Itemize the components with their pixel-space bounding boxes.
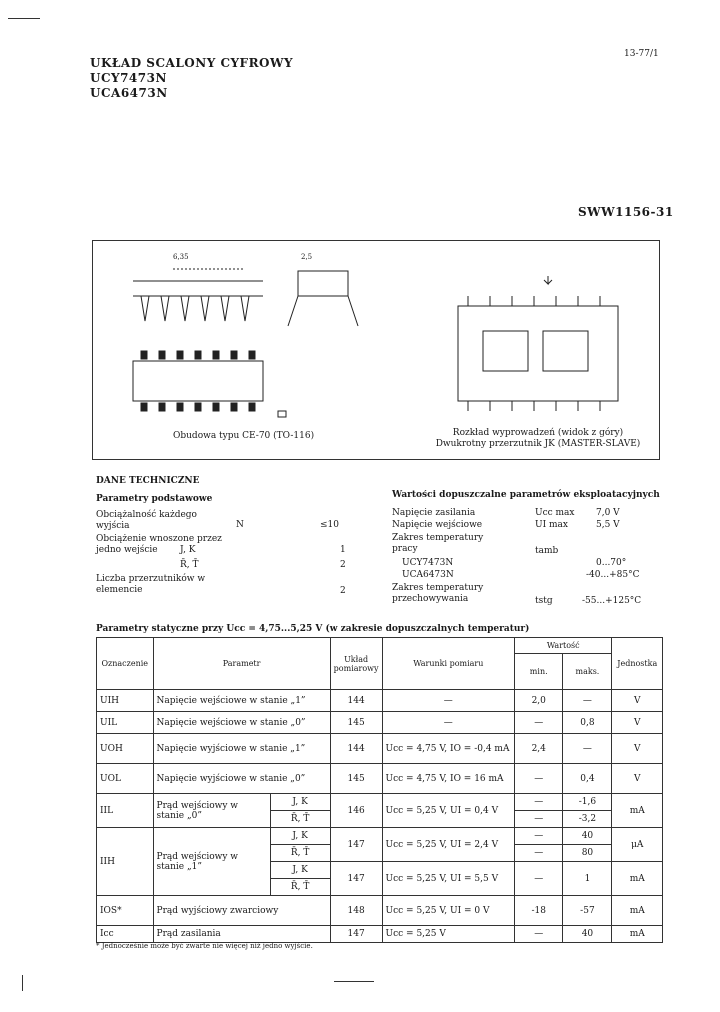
row-min: — (515, 862, 563, 896)
row-min: 2,0 (515, 690, 563, 712)
pinout-caption-1: Rozkład wyprowadzeń (widok z góry) (452, 428, 624, 438)
title-line2: UCY7473N (90, 71, 167, 85)
row-min: — (515, 794, 563, 811)
row-clause: 148 (330, 896, 382, 926)
row-cond: Ucc = 5,25 V, UI = 5,5 V (382, 862, 515, 896)
limit-symbol-1: UI max (535, 520, 568, 530)
th-param: Parametr (153, 638, 330, 690)
row-param: Napięcie wejściowe w stanie „0” (153, 712, 330, 734)
row-min: — (515, 845, 563, 862)
th-unit: Jednostka (612, 638, 663, 690)
limit-label-5: Zakres temperatury przechowywania (392, 583, 484, 604)
row-max: -57 (563, 896, 612, 926)
row-clause: 144 (330, 690, 382, 712)
row-cond: — (382, 690, 515, 712)
row-clause: 144 (330, 734, 382, 764)
th-cond: Warunki pomiaru (382, 638, 515, 690)
row-min: — (515, 926, 563, 943)
row-max: — (563, 734, 612, 764)
basic-label-0: Obciążalność każdego wyjścia (96, 510, 197, 531)
row-min: — (515, 811, 563, 828)
basic-label-3: Liczba przerzutników w elemencie (96, 574, 206, 595)
row-max: 80 (563, 845, 612, 862)
row-max: — (563, 690, 612, 712)
section-title: DANE TECHNICZNE (96, 476, 200, 486)
limit-value-5: -55...+125°C (582, 596, 642, 606)
top-mark (8, 18, 40, 19)
limit-symbol-0: Ucc max (535, 508, 575, 518)
row-unit: mA (612, 896, 663, 926)
th-symbol: Oznaczenie (97, 638, 154, 690)
th-value: Wartość (515, 638, 612, 654)
row-clause: 147 (330, 926, 382, 943)
table-row (97, 896, 663, 926)
basic-symbol-2: R̄, T̄ (180, 560, 199, 570)
row-cond: — (382, 712, 515, 734)
row-unit: V (612, 764, 663, 794)
package-drawing (103, 251, 393, 441)
row-symbol: Icc (97, 926, 154, 943)
limit-value-4: -40...+85°C (586, 570, 640, 580)
table-row (97, 734, 663, 764)
basic-value-2: 2 (340, 560, 346, 570)
row-unit: mA (612, 794, 663, 828)
pinout-caption-2: Dwukrotny przerzutnik JK (MASTER-SLAVE) (435, 439, 641, 449)
case-caption: Obudowa typu CE-70 (TO-116) (173, 431, 315, 441)
limit-value-0: 7,0 V (596, 508, 620, 518)
limit-symbol-5: tstg (535, 596, 553, 606)
footnote: * Jednocześnie może być zwarte nie więcej niż jedno wyjście. (96, 942, 313, 950)
catalog-number: SWW1156-31 (578, 205, 674, 219)
row-clause: 147 (330, 862, 382, 896)
basic-value-0: ≤10 (320, 520, 339, 530)
row-unit: μA (612, 828, 663, 862)
row-cond: Ucc = 4,75 V, IO = 16 mA (382, 764, 515, 794)
row-clause: 147 (330, 828, 382, 862)
basic-symbol-0: N (236, 520, 244, 530)
row-unit: V (612, 734, 663, 764)
row-cond: Ucc = 5,25 V (382, 926, 515, 943)
margin-mark (22, 975, 23, 991)
row-param: Prąd wyjściowy zwarciowy (153, 896, 330, 926)
row-symbol: UOL (97, 764, 154, 794)
basic-value-3: 2 (340, 586, 346, 596)
row-symbol: IIH (97, 828, 154, 896)
table-row (97, 764, 663, 794)
row-sub: R̄, T̄ (270, 879, 330, 896)
row-cond: Ucc = 5,25 V, UI = 2,4 V (382, 828, 515, 862)
row-unit: mA (612, 862, 663, 896)
row-symbol: UIH (97, 690, 154, 712)
table-row (97, 712, 663, 734)
row-max: -1,6 (563, 794, 612, 811)
limit-value-3: 0...70° (596, 558, 627, 568)
dim-top2: 2,5 (301, 253, 313, 261)
row-symbol: UOH (97, 734, 154, 764)
th-clause: Układ pomiarowy (330, 638, 382, 690)
bottom-mark (334, 981, 374, 982)
row-unit: V (612, 690, 663, 712)
basic-value-1: 1 (340, 545, 346, 555)
figure-box (92, 240, 660, 460)
limit-label-4: UCA6473N (402, 570, 454, 580)
row-sub: R̄, T̄ (270, 811, 330, 828)
row-unit: mA (612, 926, 663, 943)
row-param: Prąd zasilania (153, 926, 330, 943)
row-param: Napięcie wejściowe w stanie „1” (153, 690, 330, 712)
row-param: Prąd wejściowy w stanie „0” (153, 794, 270, 828)
row-sub: J, K (270, 794, 330, 811)
row-clause: 145 (330, 712, 382, 734)
row-max: 0,8 (563, 712, 612, 734)
row-max: 40 (563, 926, 612, 943)
row-cond: Ucc = 5,25 V, UI = 0,4 V (382, 794, 515, 828)
row-min: — (515, 712, 563, 734)
th-max: maks. (563, 654, 612, 690)
table-row (97, 926, 663, 943)
row-max: 0,4 (563, 764, 612, 794)
row-sub: J, K (270, 862, 330, 879)
dim-top: 6,35 (173, 253, 189, 261)
limit-value-1: 5,5 V (596, 520, 620, 530)
row-max: 40 (563, 828, 612, 845)
limit-label-1: Napięcie wejściowe (392, 520, 483, 530)
limit-label-2: Zakres temperatury pracy (392, 533, 484, 554)
row-symbol: UIL (97, 712, 154, 734)
row-max: 1 (563, 862, 612, 896)
basic-label-1: Obciążenie wnoszone przez jedno wejście (96, 534, 222, 555)
limit-label-0: Napięcie zasilania (392, 508, 476, 518)
row-min: — (515, 828, 563, 845)
row-param: Napięcie wyjściowe w stanie „0” (153, 764, 330, 794)
row-sub: J, K (270, 828, 330, 845)
row-min: -18 (515, 896, 563, 926)
pinout-drawing (448, 276, 648, 426)
title-line1: UKŁAD SCALONY CYFROWY (90, 56, 294, 70)
row-cond: Ucc = 5,25 V, UI = 0 V (382, 896, 515, 926)
limit-symbol-2: tamb (535, 546, 559, 556)
page-ref: 13-77/1 (624, 49, 659, 59)
row-clause: 145 (330, 764, 382, 794)
row-min: 2,4 (515, 734, 563, 764)
row-max: -3,2 (563, 811, 612, 828)
title-line3: UCA6473N (90, 86, 168, 100)
row-sub: R̄, T̄ (270, 845, 330, 862)
row-symbol: IOS* (97, 896, 154, 926)
row-cond: Ucc = 4,75 V, IO = -0,4 mA (382, 734, 515, 764)
row-param: Prąd wejściowy w stanie „1” (153, 828, 270, 896)
row-clause: 146 (330, 794, 382, 828)
limits-title: Wartości dopuszczalne parametrów eksploatacyjnych (392, 490, 660, 500)
limit-label-3: UCY7473N (402, 558, 454, 568)
row-symbol: IIL (97, 794, 154, 828)
row-unit: V (612, 712, 663, 734)
basic-title: Parametry podstawowe (96, 494, 213, 504)
th-min: min. (515, 654, 563, 690)
row-param: Napięcie wyjściowe w stanie „1” (153, 734, 330, 764)
static-title: Parametry statyczne przy Ucc = 4,75...5,25 V (w zakresie dopuszczalnych temperatur) (96, 624, 530, 634)
table-row (97, 828, 663, 845)
basic-symbol-1: J, K (180, 545, 196, 555)
static-parameters-table (96, 637, 663, 943)
row-min: — (515, 764, 563, 794)
table-row (97, 690, 663, 712)
table-row (97, 794, 663, 811)
